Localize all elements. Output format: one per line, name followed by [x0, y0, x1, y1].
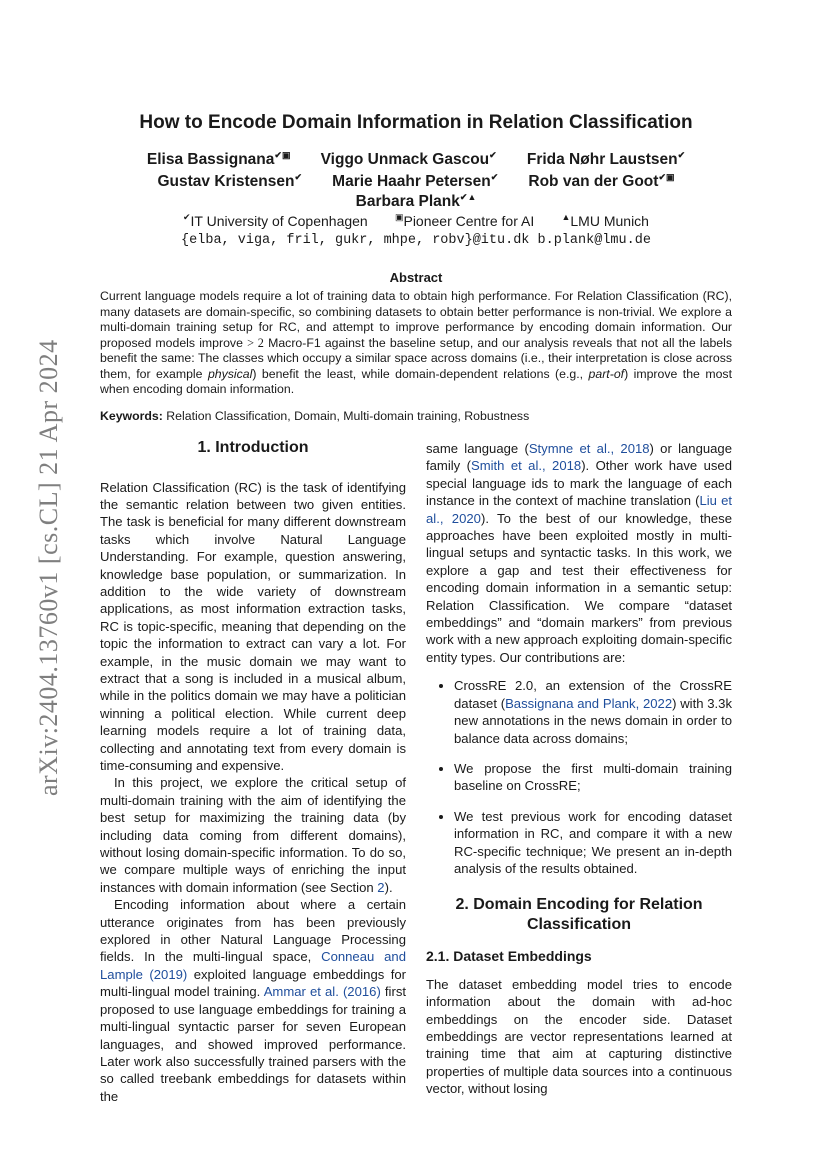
orcid-icon: ✔ [490, 172, 499, 182]
abstract-part: Current language models require a lot of training data to obtain high performance. For Relation Classification (RC), many datasets are domain-specific, so combining datasets to obtain better performance is non-trivial. We explore a multi-domain training setup for RC, and attempt to improve performance by encoding domain information. Our proposed models improve [100, 289, 732, 350]
affiliation-lmu: LMU Munich [570, 213, 649, 229]
section-ref-link[interactable]: 2 [377, 879, 385, 895]
section-2-title [426, 895, 732, 934]
orcid-icon: ✔ [294, 172, 302, 182]
authors-row-1 [100, 151, 732, 169]
keywords [100, 409, 732, 423]
orcid-icon: ✔ [274, 150, 282, 160]
abstract-part: ) improve the most when encoding domain information. [100, 366, 732, 396]
left-column [100, 438, 406, 1105]
robot-icon: ▣ [281, 150, 291, 160]
citation-link[interactable]: Ammar et al. (2016) [263, 984, 381, 1000]
abstract-part: Macro-F1 against the baseline setup, and our analysis reveals that not all the labels benefit the same: The classes which occupy a similar space across domains (i.e., their interpretation is close across them, for example [100, 335, 732, 381]
citation-link[interactable]: Bassignana and Plank, 2022 [505, 695, 673, 711]
intro-paragraph-4 [426, 440, 732, 666]
text-part: ) with 3.3k new annotations in the news domain in order to balance data across domains; [454, 695, 732, 746]
abstract-text [100, 289, 732, 398]
citation-link[interactable]: Smith et al., 2018 [470, 458, 582, 474]
abstract-heading: Abstract [389, 270, 443, 285]
orcid-icon: ✔ [459, 192, 468, 202]
abstract-emphasis: part-of [588, 366, 625, 381]
section-1-title: 1. Introduction [197, 439, 309, 456]
text-part: ). Other work have used special language ids to mark the language of each instance in the context of machine translation ( [426, 458, 732, 509]
robot-icon: ▣ [665, 172, 675, 182]
orcid-icon: ✔ [658, 172, 666, 182]
text-part: CrossRE 2.0, an extension of the CrossRE dataset ( [454, 678, 732, 711]
intro-paragraph-3 [100, 896, 406, 1105]
affiliation-pioneer: Pioneer Centre for AI [403, 213, 535, 229]
authors-row-2 [100, 173, 732, 191]
list-item: • We test previous work for encoding dataset information in RC, and compare it with a new RC-specific technique; We present an in-depth analysis of the results obtained. [454, 808, 732, 878]
text-part: Encoding information about where a certain utterance originates from has been previously explored in other Natural Language Processing fields. In the multi-lingual space, [100, 897, 406, 965]
paper-title: How to Encode Domain Information in Relation Classification [139, 112, 693, 133]
author-name: Viggo Unmack Gascou [320, 151, 490, 169]
keywords-label: Keywords: [100, 409, 163, 423]
author-name: Frida Nøhr Laustsen [526, 151, 678, 169]
author-name: Barbara Plank [355, 193, 460, 211]
text-part: exploited language embeddings for multi-lingual model training. [100, 966, 407, 1000]
citation-link[interactable]: Conneau and Lample (2019) [100, 949, 406, 982]
text-part: first proposed to use language embeddings for training a multi-lingual syntactic parser for seven European languages, and showed improved performance. Later work also successfully trained parsers with the so called treebank embeddings for datasets within the [100, 984, 407, 1104]
author-emails: {elba, viga, fril, gukr, mhpe, robv}@itu.dk b.plank@lmu.de [181, 233, 651, 248]
orcid-icon: ✔ [489, 150, 497, 160]
intro-paragraph-1: Relation Classification (RC) is the task of identifying the semantic relation between two given entities. The task is beneficial for many different downstream tasks which involve Natural Language Understanding. For example, question answering, knowledge base population, or summarization. In addition to the wide variety of downstream applications, as most information extraction tasks, RC is topic-specific, meaning that depending on the topic the information to extract can vary a lot. For example, in the music domain we may want to extract that a song is included in a musical album, while in the politics domain we may have a politician winning a political election. While current deep learning models require a lot of training data, collecting and annotating text from every domain is time-consuming and expensive. [100, 479, 406, 773]
text-part: same language ( [426, 441, 529, 456]
text-part: ). To the best of our knowledge, these approaches have been exploited mostly in multi-lingual setups and syntactic tasks. In this work, we explore a gap and test their effectiveness for encoding domain information in a semantic setup: Relation Classification. We compare “dataset embeddings” and “domain markers” from previous work with a new approach exploiting domain-specific entity types. Our contributions are: [426, 510, 733, 665]
author-name: Marie Haahr Petersen [332, 173, 491, 191]
authors-row-3 [100, 193, 732, 211]
abstract-part: ) benefit the least, while domain-dependent relations (e.g., [252, 366, 589, 381]
affiliations [100, 213, 732, 229]
arxiv-stamp: arXiv:2404.13760v1 [cs.CL] 21 Apr 2024 [34, 339, 63, 796]
abstract-emphasis: physical [207, 366, 253, 381]
triangle-icon: ▲ [467, 192, 477, 202]
orcid-icon: ✔ [183, 212, 191, 223]
robot-icon: ▣ [394, 212, 404, 223]
author-name: Elisa Bassignana [146, 151, 275, 169]
triangle-icon: ▲ [561, 212, 571, 223]
author-name: Gustav Kristensen [157, 173, 295, 191]
orcid-icon: ✔ [677, 150, 686, 160]
list-item: • We propose the first multi-domain training baseline on CrossRE; [454, 760, 732, 795]
text-part: ) or language family ( [426, 441, 732, 474]
text-part: ). [384, 879, 393, 895]
abstract-math: > 2 [247, 335, 264, 350]
subsection-2-1-title: 2.1. Dataset Embeddings [426, 948, 592, 965]
section-2-title-line: Classification [526, 915, 632, 933]
citation-link[interactable]: Stymne et al., 2018 [528, 441, 650, 456]
intro-paragraph-2 [100, 774, 406, 896]
right-column [426, 440, 732, 1098]
author-name: Rob van der Goot [528, 173, 659, 191]
citation-link[interactable]: Liu et al., 2020 [426, 493, 733, 526]
contributions-list [426, 677, 732, 877]
dataset-embeddings-paragraph: The dataset embedding model tries to encode information about the domain with ad-hoc embeddings on the encoder side. Dataset embeddings are vector representations learned at training time that aim at capturing distinctive properties of multiple data sources into a continuous vector, without losing [426, 976, 732, 1097]
affiliation-itu: IT University of Copenhagen [190, 213, 368, 229]
text-part: In this project, we explore the critical setup of multi-domain training with the aim of identifying the best setup for maximizing the training data (by including data coming from different domains), without losing domain-specific information. To do so, we compare multiple ways of enriching the input instances with domain information (see Section [100, 775, 406, 895]
list-item [454, 677, 732, 747]
section-2-title-line: 2. Domain Encoding for Relation [455, 896, 703, 914]
keywords-list: Relation Classification, Domain, Multi-domain training, Robustness [166, 409, 530, 423]
